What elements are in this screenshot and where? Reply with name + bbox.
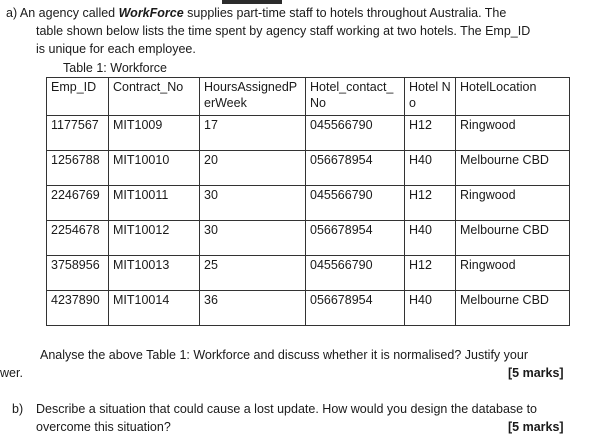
table-row	[47, 116, 570, 151]
table-cell: Melbourne CBD	[456, 221, 570, 256]
table-cell: 2254678	[47, 221, 109, 256]
column-header: Contract_No	[109, 78, 200, 116]
table-cell: 045566790	[306, 116, 405, 151]
table-cell: H12	[405, 116, 456, 151]
table-cell: H40	[405, 291, 456, 326]
table-cell: 25	[200, 256, 306, 291]
question-a-task-continuation: wer.	[0, 366, 23, 380]
table-cell: Ringwood	[456, 116, 570, 151]
table-cell: 30	[200, 186, 306, 221]
table-cell: 045566790	[306, 186, 405, 221]
table-cell: 1256788	[47, 151, 109, 186]
table-row	[47, 291, 570, 326]
table-cell: MIT10011	[109, 186, 200, 221]
table-cell: H40	[405, 151, 456, 186]
table-cell: 2246769	[47, 186, 109, 221]
question-a-intro: a) An agency called WorkForce supplies part-time staff to hotels throughout Australia. The table shown below lists the time spent by agency staff working at two hotels. The Emp_ID is unique for each employee.	[6, 6, 531, 56]
table-cell: H40	[405, 221, 456, 256]
table-cell: MIT10010	[109, 151, 200, 186]
table-cell: 20	[200, 151, 306, 186]
table-cell: 3758956	[47, 256, 109, 291]
table-cell: 4237890	[47, 291, 109, 326]
table-cell: 1177567	[47, 116, 109, 151]
table-header-row	[47, 78, 570, 116]
table-cell: Melbourne CBD	[456, 291, 570, 326]
question-b-marks: [5 marks]	[508, 420, 564, 434]
table-row	[47, 186, 570, 221]
table-cell: MIT10013	[109, 256, 200, 291]
table-row	[47, 221, 570, 256]
table-cell: MIT1009	[109, 116, 200, 151]
column-header: HotelLocation	[456, 78, 570, 116]
table-cell: H12	[405, 256, 456, 291]
company-name: WorkForce	[118, 6, 184, 20]
table-cell: 056678954	[306, 151, 405, 186]
column-header: Hotel No	[405, 78, 456, 116]
column-header: Hotel_contact_No	[306, 78, 405, 116]
question-b	[12, 400, 537, 436]
table-cell: Ringwood	[456, 256, 570, 291]
table-cell: 056678954	[306, 221, 405, 256]
column-header: Emp_ID	[47, 78, 109, 116]
table-cell: Ringwood	[456, 186, 570, 221]
table-cell: Melbourne CBD	[456, 151, 570, 186]
table-row	[47, 151, 570, 186]
question-b-label: b)	[12, 402, 24, 416]
table-row	[47, 256, 570, 291]
table-cell: 056678954	[306, 291, 405, 326]
workforce-table	[46, 77, 570, 326]
table-cell: 045566790	[306, 256, 405, 291]
table-cell: 17	[200, 116, 306, 151]
question-b-text-continued: overcome this situation?	[36, 420, 171, 434]
table-cell: 36	[200, 291, 306, 326]
table-caption: Table 1: Workforce	[63, 61, 167, 75]
column-header: HoursAssignedPerWeek	[200, 78, 306, 116]
question-a-marks: [5 marks]	[508, 366, 564, 380]
table-cell: MIT10012	[109, 221, 200, 256]
question-a-label: a)	[6, 6, 18, 20]
table-cell: MIT10014	[109, 291, 200, 326]
table-cell: H12	[405, 186, 456, 221]
question-b-text: Describe a situation that could cause a lost update. How would you design the database to	[36, 402, 538, 416]
table-cell: 30	[200, 221, 306, 256]
question-a-task: Analyse the above Table 1: Workforce and discuss whether it is normalised? Justify your	[40, 348, 528, 362]
